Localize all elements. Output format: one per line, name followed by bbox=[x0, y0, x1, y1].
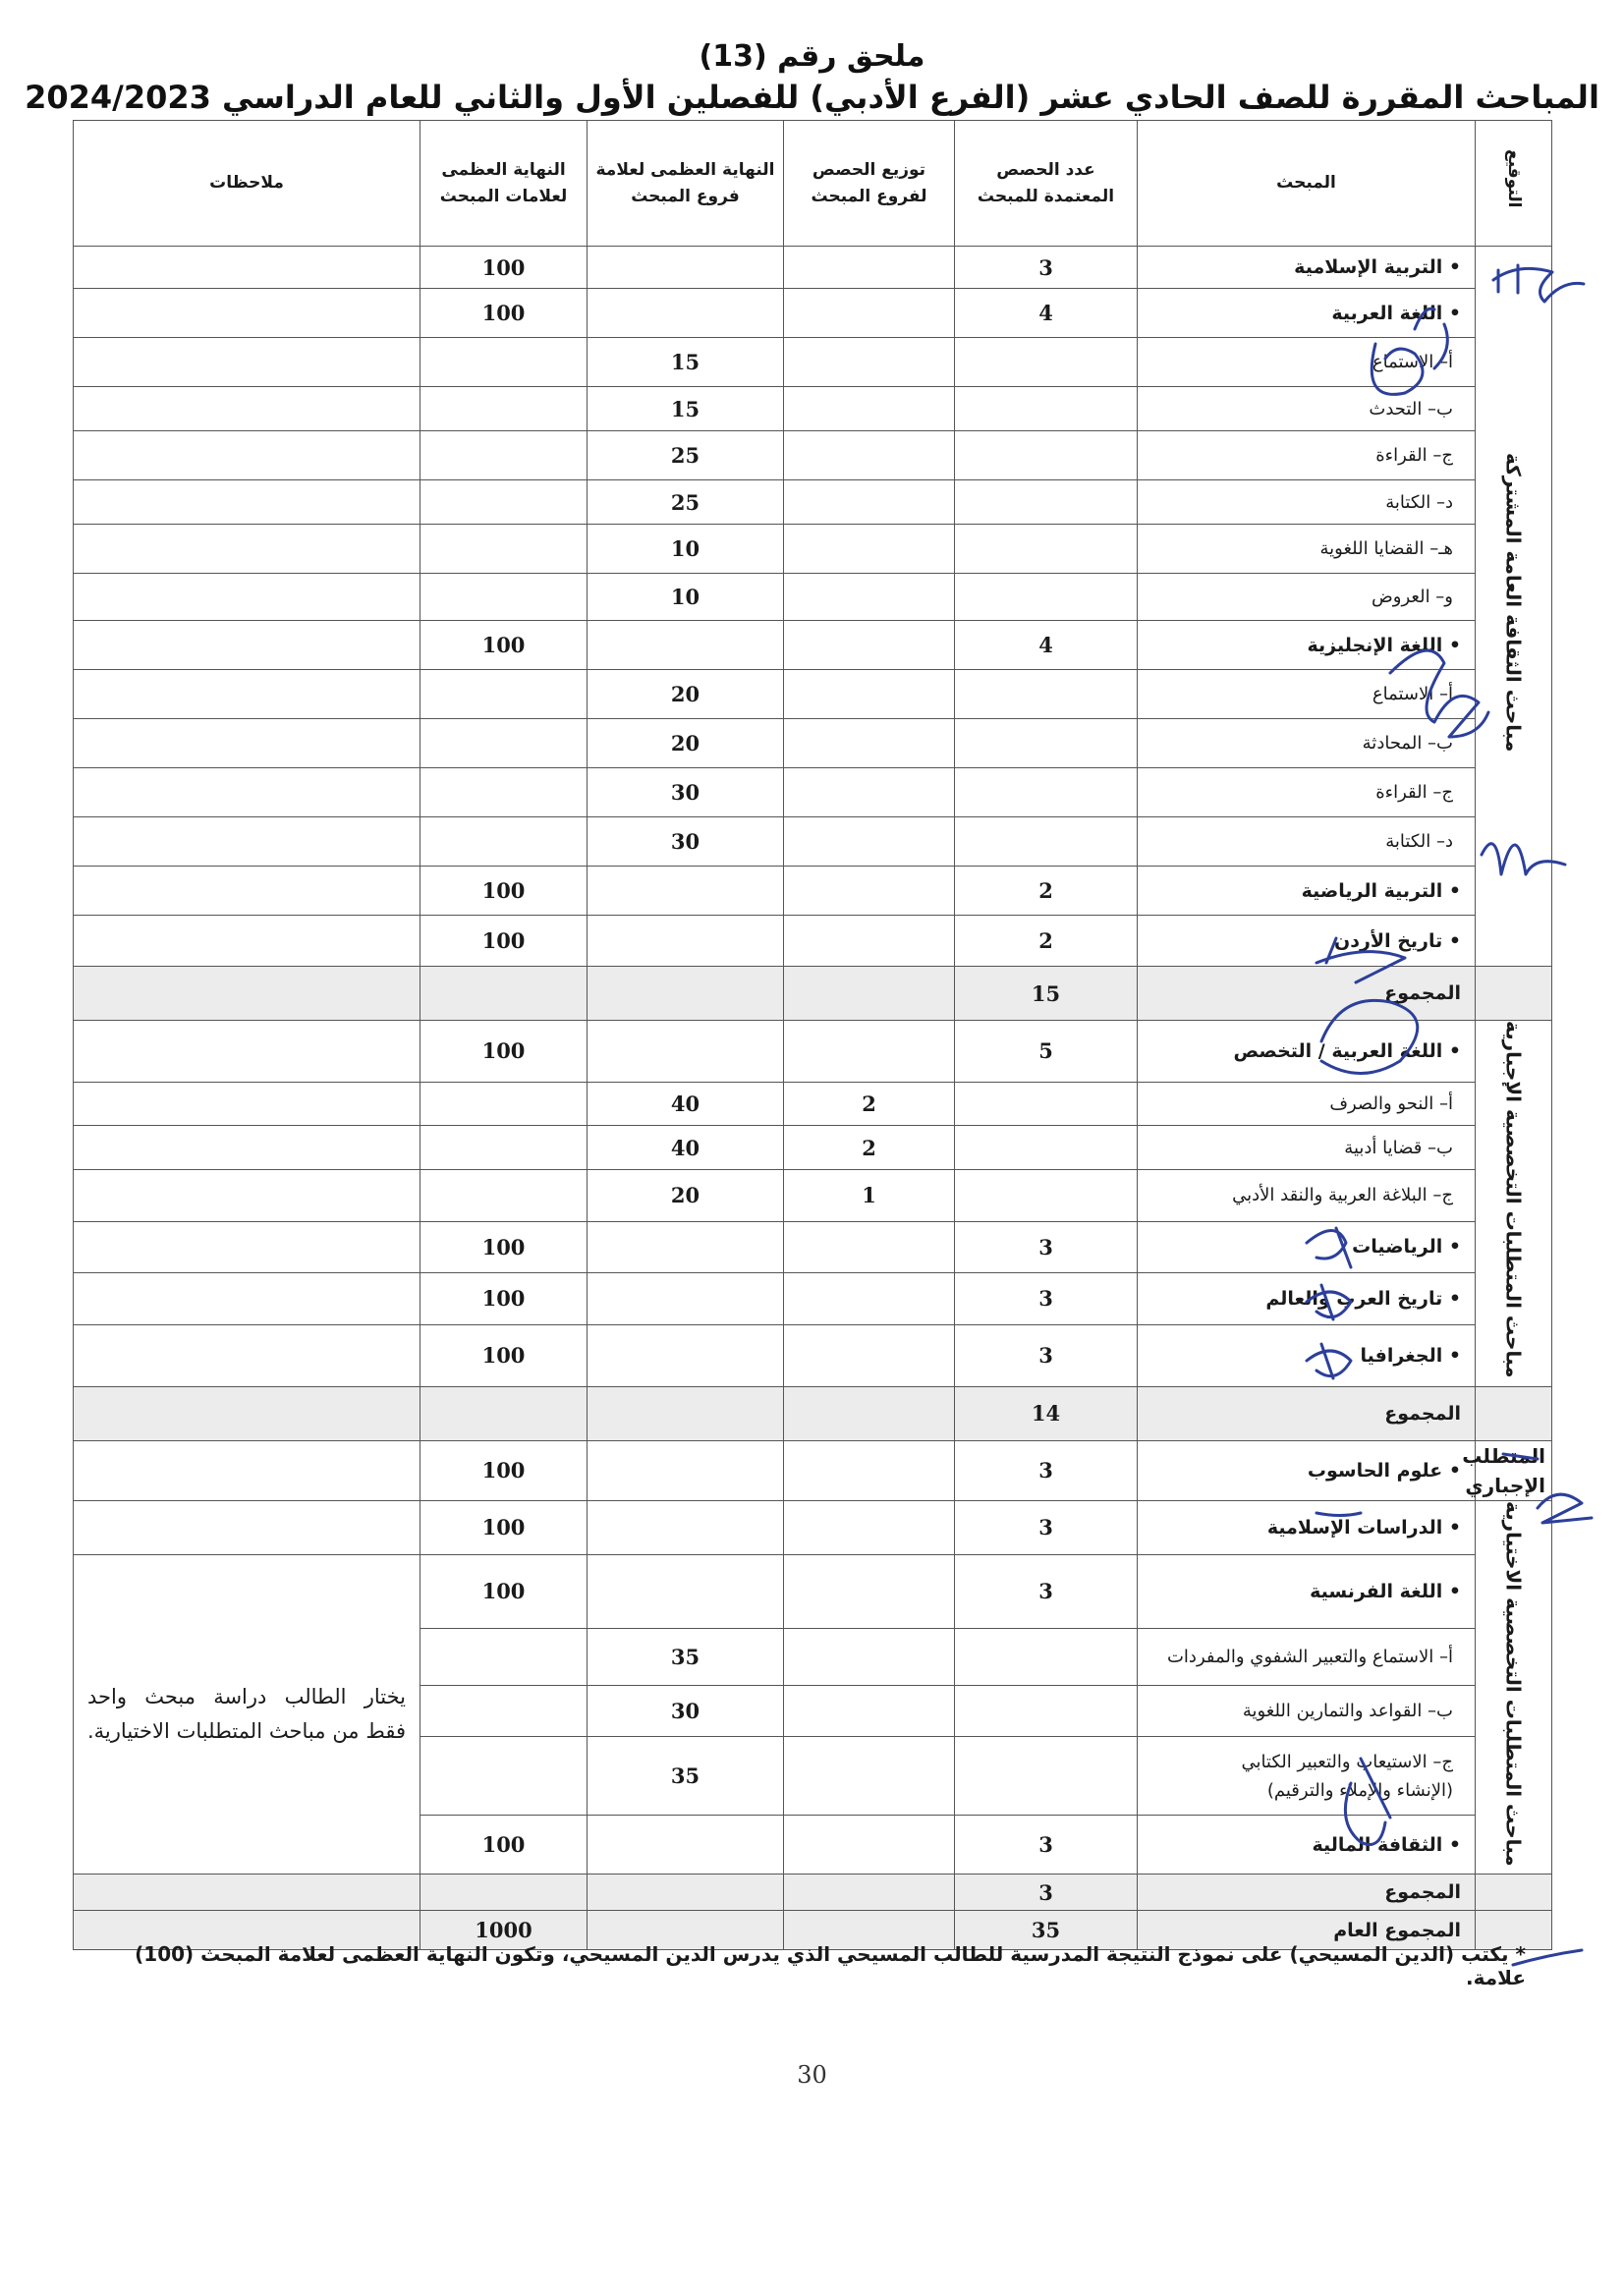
table-row bbox=[74, 1273, 1552, 1324]
notes-cell bbox=[74, 817, 420, 867]
subjects-table bbox=[73, 120, 1552, 1950]
table-row bbox=[74, 247, 1552, 289]
cell-dist bbox=[784, 768, 955, 817]
notes-cell bbox=[74, 1021, 420, 1083]
page-number: 30 bbox=[797, 2061, 827, 2089]
cell-subject-max: 100 bbox=[420, 1273, 588, 1324]
subject-cell: • اللغة الإنجليزية bbox=[1138, 621, 1476, 670]
cell-dist: 2 bbox=[784, 1126, 955, 1170]
cell-branch-max: 30 bbox=[588, 817, 784, 867]
cell-subject-max bbox=[420, 1126, 588, 1170]
cell-dist bbox=[784, 431, 955, 480]
notes-cell bbox=[74, 1273, 420, 1324]
cell-periods: 4 bbox=[955, 289, 1138, 338]
table-row bbox=[74, 1082, 1552, 1125]
cell-branch-max bbox=[588, 1324, 784, 1386]
notes-cell bbox=[74, 768, 420, 817]
cell-branch-max: 20 bbox=[588, 719, 784, 768]
header-row bbox=[74, 121, 1552, 247]
table-row bbox=[74, 480, 1552, 525]
cell-branch-max bbox=[588, 1500, 784, 1554]
table-row bbox=[74, 817, 1552, 867]
notes-cell bbox=[74, 1221, 420, 1272]
cell-periods: 3 bbox=[955, 1875, 1138, 1911]
cell-periods: 3 bbox=[955, 1554, 1138, 1629]
cell-branch-max bbox=[588, 289, 784, 338]
cell-branch-max: 30 bbox=[588, 768, 784, 817]
cell-branch-max: 30 bbox=[588, 1686, 784, 1737]
group-total-spacer bbox=[1476, 967, 1552, 1021]
subject-cell: د– الكتابة bbox=[1138, 817, 1476, 867]
cell-periods: 4 bbox=[955, 621, 1138, 670]
cell-periods: 2 bbox=[955, 867, 1138, 916]
table-row bbox=[74, 431, 1552, 480]
cell-subject-max bbox=[420, 338, 588, 387]
header-notes: ملاحظات bbox=[74, 121, 420, 247]
cell-subject-max bbox=[420, 967, 588, 1021]
cell-branch-max: 10 bbox=[588, 525, 784, 574]
notes-cell bbox=[74, 670, 420, 719]
cell-branch-max bbox=[588, 916, 784, 967]
cell-subject-max bbox=[420, 574, 588, 621]
total-row bbox=[74, 967, 1552, 1021]
cell-subject-max: 1000 bbox=[420, 1911, 588, 1950]
subject-cell: و– العروض bbox=[1138, 574, 1476, 621]
cell-subject-max bbox=[420, 719, 588, 768]
cell-subject-max: 100 bbox=[420, 867, 588, 916]
cell-branch-max: 25 bbox=[588, 431, 784, 480]
cell-subject-max bbox=[420, 1082, 588, 1125]
cell-periods: 3 bbox=[955, 1500, 1138, 1554]
cell-dist bbox=[784, 1816, 955, 1875]
cell-subject-max: 100 bbox=[420, 1554, 588, 1629]
cell-subject-max: 100 bbox=[420, 1816, 588, 1875]
elective-note: يختار الطالب دراسة مبحث واحد فقط من مباحث المتطلبات الاختيارية. bbox=[74, 1554, 420, 1875]
cell-dist bbox=[784, 1629, 955, 1686]
table-row bbox=[74, 768, 1552, 817]
notes-cell bbox=[74, 1500, 420, 1554]
subject-cell: • التربية الرياضية bbox=[1138, 867, 1476, 916]
document-title: ملحق رقم (13) bbox=[699, 39, 925, 74]
notes-cell bbox=[74, 1386, 420, 1440]
group-general bbox=[1476, 247, 1552, 967]
table-row bbox=[74, 1324, 1552, 1386]
cell-dist bbox=[784, 621, 955, 670]
subject-cell: ب– المحادثة bbox=[1138, 719, 1476, 768]
subject-cell: • تاريخ الأردن bbox=[1138, 916, 1476, 967]
cell-dist bbox=[784, 1221, 955, 1272]
table-row bbox=[74, 1170, 1552, 1221]
cell-periods: 5 bbox=[955, 1021, 1138, 1083]
header-distribution: توزيع الحصص لفروع المبحث bbox=[784, 121, 955, 247]
group-label: مباحث المتطلبات التخصصية الإجبارية bbox=[1501, 1021, 1526, 1378]
cell-dist bbox=[784, 574, 955, 621]
table-row bbox=[74, 1126, 1552, 1170]
cell-subject-max bbox=[420, 1629, 588, 1686]
cell-branch-max bbox=[588, 1386, 784, 1440]
cell-periods bbox=[955, 719, 1138, 768]
cell-dist bbox=[784, 719, 955, 768]
cell-subject-max: 100 bbox=[420, 1021, 588, 1083]
notes-cell bbox=[74, 525, 420, 574]
cell-branch-max: 35 bbox=[588, 1629, 784, 1686]
cell-dist bbox=[784, 1875, 955, 1911]
cell-dist bbox=[784, 480, 955, 525]
cell-dist bbox=[784, 1324, 955, 1386]
cell-branch-max bbox=[588, 1554, 784, 1629]
cell-periods: 3 bbox=[955, 1221, 1138, 1272]
cell-dist bbox=[784, 525, 955, 574]
cell-branch-max bbox=[588, 247, 784, 289]
cell-branch-max bbox=[588, 1021, 784, 1083]
group-total-spacer bbox=[1476, 1875, 1552, 1911]
cell-branch-max bbox=[588, 1221, 784, 1272]
cell-subject-max: 100 bbox=[420, 289, 588, 338]
subject-cell: د– الكتابة bbox=[1138, 480, 1476, 525]
subject-cell: المجموع العام bbox=[1138, 1911, 1476, 1950]
cell-dist bbox=[784, 967, 955, 1021]
cell-periods: 3 bbox=[955, 1324, 1138, 1386]
cell-branch-max: 10 bbox=[588, 574, 784, 621]
group-label: المتطلب الإجباري bbox=[1462, 1443, 1545, 1497]
notes-cell bbox=[74, 1440, 420, 1500]
table-row bbox=[74, 338, 1552, 387]
subject-cell: أ– النحو والصرف bbox=[1138, 1082, 1476, 1125]
cell-subject-max: 100 bbox=[420, 1324, 588, 1386]
cell-periods bbox=[955, 1126, 1138, 1170]
total-row bbox=[74, 1875, 1552, 1911]
cell-subject-max bbox=[420, 480, 588, 525]
subject-cell: • اللغة العربية / التخصص bbox=[1138, 1021, 1476, 1083]
footnote: * يكتب (الدين المسيحي) على نموذج النتيجة المدرسية للطالب المسيحي الذي يدرس الدين المسيحي، وتكون النهاية العظمى لعلامة المبحث (100) علامة. bbox=[135, 1942, 1526, 1989]
group-label: مباحث الثقافة العامة المشتركة bbox=[1501, 452, 1526, 753]
subject-cell: أ– الاستماع والتعبير الشفوي والمفردات bbox=[1138, 1629, 1476, 1686]
subject-cell: ج– القراءة bbox=[1138, 768, 1476, 817]
subject-cell: المجموع bbox=[1138, 967, 1476, 1021]
total-row bbox=[74, 1386, 1552, 1440]
header-subject-max: النهاية العظمى لعلامات المبحث bbox=[420, 121, 588, 247]
subject-cell: • اللغة الفرنسية bbox=[1138, 1554, 1476, 1629]
cell-subject-max bbox=[420, 1875, 588, 1911]
cell-branch-max bbox=[588, 867, 784, 916]
subject-cell: • علوم الحاسوب bbox=[1138, 1440, 1476, 1500]
table-row bbox=[74, 1440, 1552, 1500]
cell-periods bbox=[955, 387, 1138, 431]
cell-periods: 3 bbox=[955, 1816, 1138, 1875]
cell-subject-max bbox=[420, 670, 588, 719]
cell-periods: 15 bbox=[955, 967, 1138, 1021]
cell-periods: 3 bbox=[955, 247, 1138, 289]
cell-branch-max: 35 bbox=[588, 1737, 784, 1816]
cell-periods: 14 bbox=[955, 1386, 1138, 1440]
header-signature: التوقيع bbox=[1476, 121, 1552, 247]
table-row bbox=[74, 621, 1552, 670]
cell-periods bbox=[955, 338, 1138, 387]
cell-branch-max bbox=[588, 1816, 784, 1875]
table-row bbox=[74, 867, 1552, 916]
group-label: مباحث المتطلبات التخصصية الاختيارية bbox=[1501, 1500, 1526, 1867]
subject-cell: ب– قضايا أدبية bbox=[1138, 1126, 1476, 1170]
cell-dist bbox=[784, 1554, 955, 1629]
subject-cell: هـ– القضايا اللغوية bbox=[1138, 525, 1476, 574]
notes-cell bbox=[74, 867, 420, 916]
cell-subject-max bbox=[420, 817, 588, 867]
notes-cell bbox=[74, 967, 420, 1021]
cell-dist bbox=[784, 1737, 955, 1816]
header-subject: المبحث bbox=[1138, 121, 1476, 247]
cell-branch-max: 15 bbox=[588, 338, 784, 387]
table-row bbox=[74, 916, 1552, 967]
cell-periods bbox=[955, 1737, 1138, 1816]
cell-dist bbox=[784, 670, 955, 719]
table-row bbox=[74, 719, 1552, 768]
cell-dist bbox=[784, 867, 955, 916]
cell-subject-max bbox=[420, 1170, 588, 1221]
cell-periods: 2 bbox=[955, 916, 1138, 967]
notes-cell bbox=[74, 1875, 420, 1911]
document-subtitle: المباحث المقررة للصف الحادي عشر (الفرع الأدبي) للفصلين الأول والثاني للعام الدراسي 2024/2023 bbox=[25, 79, 1599, 116]
cell-branch-max: 25 bbox=[588, 480, 784, 525]
notes-cell bbox=[74, 1082, 420, 1125]
subject-cell: • تاريخ العرب والعالم bbox=[1138, 1273, 1476, 1324]
subject-cell: ب– القواعد والتمارين اللغوية bbox=[1138, 1686, 1476, 1737]
cell-subject-max: 100 bbox=[420, 1440, 588, 1500]
cell-dist bbox=[784, 289, 955, 338]
group-total-spacer bbox=[1476, 1386, 1552, 1440]
cell-dist bbox=[784, 1386, 955, 1440]
notes-cell bbox=[74, 574, 420, 621]
cell-subject-max: 100 bbox=[420, 247, 588, 289]
notes-cell bbox=[74, 247, 420, 289]
group-mandatory bbox=[1462, 1440, 1552, 1500]
table-row bbox=[74, 1554, 1552, 1629]
notes-cell bbox=[74, 338, 420, 387]
cell-subject-max: 100 bbox=[420, 1221, 588, 1272]
subject-cell: المجموع bbox=[1138, 1386, 1476, 1440]
header-branch-max: النهاية العظمى لعلامة فروع المبحث bbox=[588, 121, 784, 247]
subject-cell: ب– التحدث bbox=[1138, 387, 1476, 431]
subject-cell: • اللغة العربية bbox=[1138, 289, 1476, 338]
cell-periods bbox=[955, 670, 1138, 719]
header-periods: عدد الحصص المعتمدة للمبحث bbox=[955, 121, 1138, 247]
notes-cell bbox=[74, 1126, 420, 1170]
subject-cell: • الثقافة المالية bbox=[1138, 1816, 1476, 1875]
subject-cell: ج– القراءة bbox=[1138, 431, 1476, 480]
cell-dist bbox=[784, 387, 955, 431]
cell-branch-max bbox=[588, 967, 784, 1021]
cell-periods bbox=[955, 525, 1138, 574]
subject-cell: ج– البلاغة العربية والنقد الأدبي bbox=[1138, 1170, 1476, 1221]
cell-dist bbox=[784, 1273, 955, 1324]
cell-branch-max bbox=[588, 1440, 784, 1500]
cell-dist bbox=[784, 247, 955, 289]
table-row bbox=[74, 574, 1552, 621]
subject-cell: أ– الاستماع bbox=[1138, 338, 1476, 387]
cell-dist bbox=[784, 1021, 955, 1083]
cell-subject-max: 100 bbox=[420, 621, 588, 670]
cell-subject-max bbox=[420, 1686, 588, 1737]
group-elective bbox=[1476, 1500, 1552, 1875]
cell-periods: 35 bbox=[955, 1911, 1138, 1950]
subject-cell: • الدراسات الإسلامية bbox=[1138, 1500, 1476, 1554]
cell-periods bbox=[955, 431, 1138, 480]
cell-periods bbox=[955, 817, 1138, 867]
subject-cell: ج– الاستيعاب والتعبير الكتابي (الإنشاء والإملاء والترقيم) bbox=[1138, 1737, 1476, 1816]
notes-cell bbox=[74, 480, 420, 525]
cell-subject-max: 100 bbox=[420, 1500, 588, 1554]
table-row bbox=[74, 387, 1552, 431]
cell-periods: 3 bbox=[955, 1440, 1138, 1500]
cell-branch-max: 20 bbox=[588, 670, 784, 719]
notes-cell bbox=[74, 1324, 420, 1386]
cell-dist: 1 bbox=[784, 1170, 955, 1221]
group-specialized bbox=[1476, 1021, 1552, 1387]
cell-subject-max bbox=[420, 768, 588, 817]
cell-periods bbox=[955, 574, 1138, 621]
subject-cell: أ– الاستماع bbox=[1138, 670, 1476, 719]
cell-dist bbox=[784, 1686, 955, 1737]
cell-dist bbox=[784, 1500, 955, 1554]
subject-cell: المجموع bbox=[1138, 1875, 1476, 1911]
cell-subject-max bbox=[420, 387, 588, 431]
table-row bbox=[74, 1021, 1552, 1083]
cell-branch-max: 40 bbox=[588, 1082, 784, 1125]
notes-cell bbox=[74, 916, 420, 967]
cell-subject-max bbox=[420, 431, 588, 480]
notes-cell bbox=[74, 431, 420, 480]
cell-dist bbox=[784, 338, 955, 387]
table-row bbox=[74, 1221, 1552, 1272]
cell-periods bbox=[955, 1082, 1138, 1125]
cell-periods bbox=[955, 1170, 1138, 1221]
cell-subject-max bbox=[420, 1737, 588, 1816]
subject-cell: • الرياضيات bbox=[1138, 1221, 1476, 1272]
cell-periods bbox=[955, 768, 1138, 817]
cell-periods bbox=[955, 1686, 1138, 1737]
table-row bbox=[74, 1500, 1552, 1554]
table-row bbox=[74, 525, 1552, 574]
subject-cell: • التربية الإسلامية bbox=[1138, 247, 1476, 289]
cell-dist bbox=[784, 817, 955, 867]
notes-cell bbox=[74, 289, 420, 338]
table-row bbox=[74, 289, 1552, 338]
cell-branch-max bbox=[588, 1875, 784, 1911]
cell-subject-max: 100 bbox=[420, 916, 588, 967]
cell-dist: 2 bbox=[784, 1082, 955, 1125]
cell-branch-max bbox=[588, 1273, 784, 1324]
cell-branch-max bbox=[588, 621, 784, 670]
notes-cell bbox=[74, 387, 420, 431]
table-row bbox=[74, 670, 1552, 719]
cell-branch-max: 15 bbox=[588, 387, 784, 431]
cell-dist bbox=[784, 1440, 955, 1500]
cell-periods bbox=[955, 1629, 1138, 1686]
cell-branch-max: 20 bbox=[588, 1170, 784, 1221]
cell-periods: 3 bbox=[955, 1273, 1138, 1324]
notes-cell bbox=[74, 1170, 420, 1221]
cell-dist bbox=[784, 916, 955, 967]
notes-cell bbox=[74, 719, 420, 768]
cell-subject-max bbox=[420, 1386, 588, 1440]
subject-cell: • الجغرافيا bbox=[1138, 1324, 1476, 1386]
notes-cell bbox=[74, 621, 420, 670]
cell-subject-max bbox=[420, 525, 588, 574]
cell-branch-max: 40 bbox=[588, 1126, 784, 1170]
cell-periods bbox=[955, 480, 1138, 525]
